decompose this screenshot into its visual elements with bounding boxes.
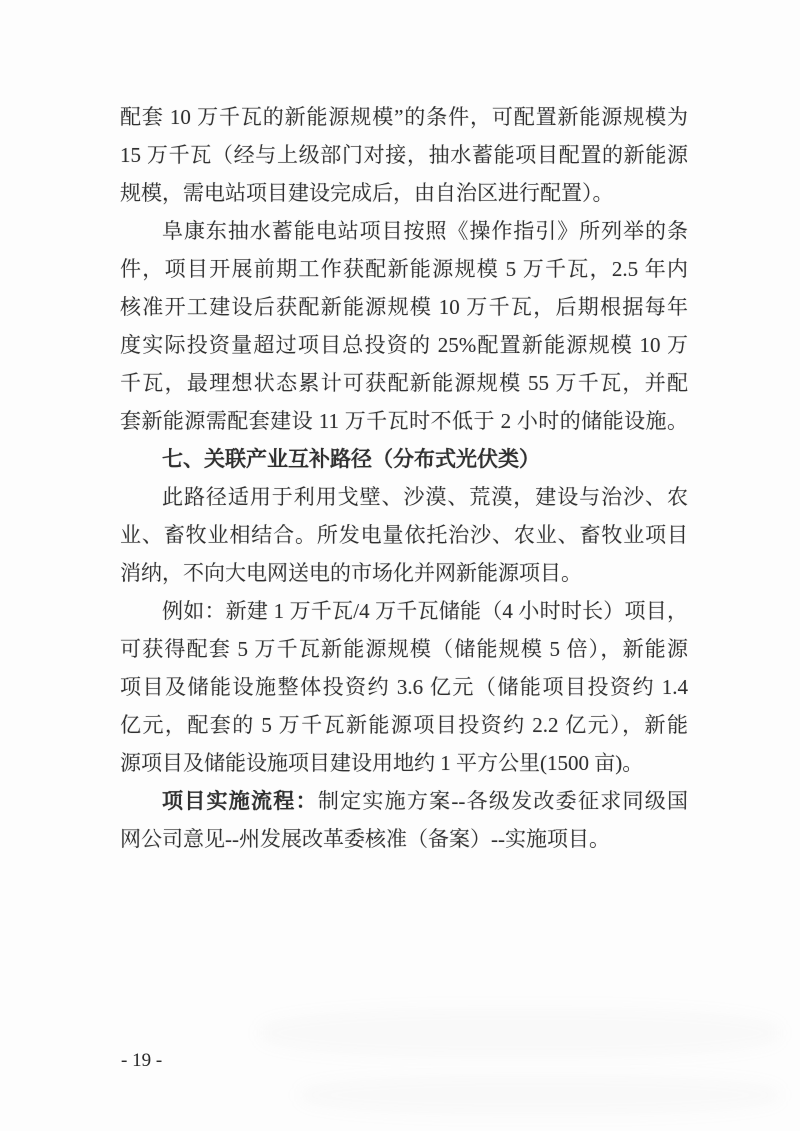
text-line: 套新能源需配套建设 11 万千瓦时不低于 2 小时的储能设施。 xyxy=(120,409,688,433)
text-line: 此路径适用于利用戈壁、沙漠、荒漠，建设与治沙、农 xyxy=(162,485,688,509)
text-line: 可获得配套 5 万千瓦新能源规模（储能规模 5 倍），新能源 xyxy=(120,637,688,661)
page-number: - 19 - xyxy=(121,1050,163,1071)
text-line: 规模，需电站项目建设完成后，由自治区进行配置）。 xyxy=(120,181,614,205)
text-line: 例如：新建 1 万千瓦/4 万千瓦储能（4 小时时长）项目， xyxy=(162,599,688,623)
scan-artifact xyxy=(260,1008,780,1058)
text-line: 配套 10 万千瓦的新能源规模”的条件，可配置新能源规模为 xyxy=(120,105,688,129)
text-line: 核准开工建设后获配新能源规模 10 万千瓦，后期根据每年 xyxy=(120,295,688,319)
section-heading: 七、关联产业互补路径（分布式光伏类） xyxy=(162,447,540,471)
scan-artifact xyxy=(300,1075,780,1115)
text-line: 亿元，配套的 5 万千瓦新能源项目投资约 2.2 亿元），新能 xyxy=(120,713,688,737)
text-line: 网公司意见--州发展改革委核准（备案）--实施项目。 xyxy=(120,827,610,851)
bold-run: 项目实施流程： xyxy=(162,789,318,813)
text-line: 15 万千瓦（经与上级部门对接，抽水蓄能项目配置的新能源 xyxy=(120,143,688,167)
document-body xyxy=(120,98,688,858)
text-line: 千瓦，最理想状态累计可获配新能源规模 55 万千瓦，并配 xyxy=(120,371,688,395)
text-line: 件，项目开展前期工作获配新能源规模 5 万千瓦，2.5 年内 xyxy=(120,257,688,281)
text-run: 制定实施方案--各级发改委征求同级国 xyxy=(317,789,688,813)
text-line xyxy=(120,782,688,820)
text-line: 业、畜牧业相结合。所发电量依托治沙、农业、畜牧业项目 xyxy=(120,523,688,547)
text-line: 度实际投资量超过项目总投资的 25%配置新能源规模 10 万 xyxy=(120,333,688,357)
text-line: 项目及储能设施整体投资约 3.6 亿元（储能项目投资约 1.4 xyxy=(120,675,688,699)
text-line: 消纳，不向大电网送电的市场化并网新能源项目。 xyxy=(120,561,582,585)
text-line: 源项目及储能设施项目建设用地约 1 平方公里(1500 亩)。 xyxy=(120,751,644,775)
text-line: 阜康东抽水蓄能电站项目按照《操作指引》所列举的条 xyxy=(162,219,688,243)
